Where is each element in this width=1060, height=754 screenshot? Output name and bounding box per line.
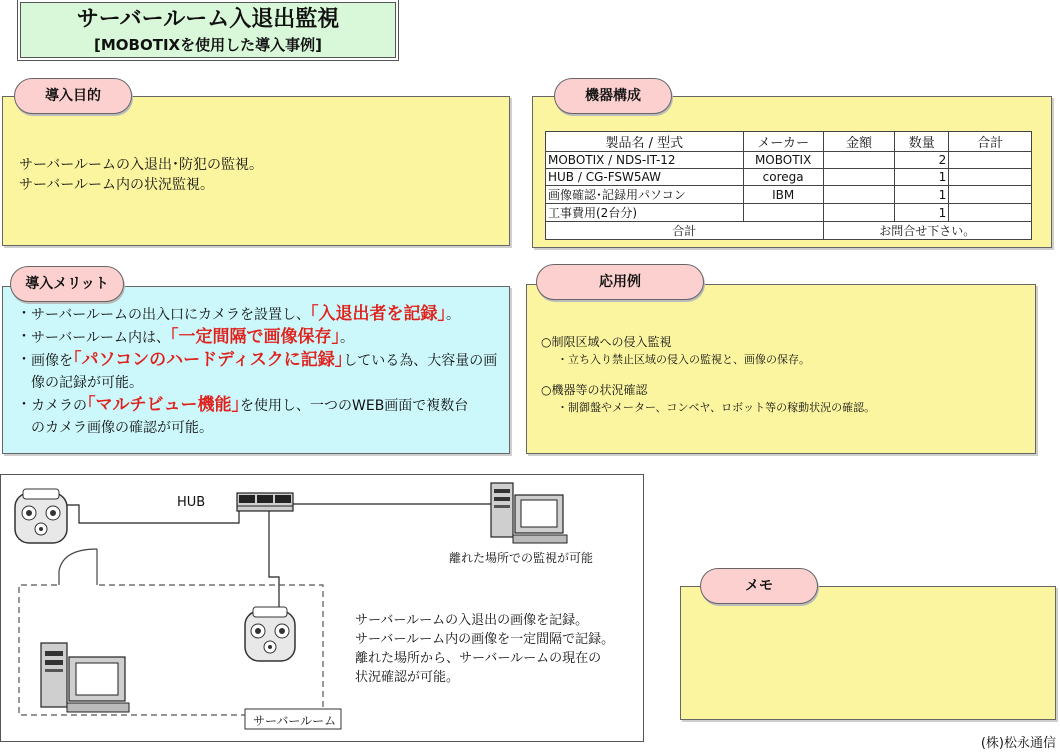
- header-cell: 合計: [949, 132, 1032, 152]
- camera-icon-room: [245, 607, 295, 661]
- bullet: ・: [17, 306, 31, 322]
- remote-monitor-label: 離れた場所での監視が可能: [449, 551, 594, 565]
- computer-icon-room: [41, 643, 129, 712]
- purpose-line: サーバールームの入退出･防犯の監視。: [19, 157, 264, 173]
- applications-panel: [526, 284, 1036, 454]
- company-name: (株)松永通信: [980, 736, 1056, 751]
- qty-cell: 2: [895, 152, 949, 169]
- memo-panel: [680, 586, 1056, 720]
- total-cell: [949, 169, 1032, 186]
- maker-cell: IBM: [743, 186, 823, 204]
- price-cell: [823, 152, 895, 169]
- merit-text: サーバールームの出入口にカメラを設置し、: [31, 307, 311, 323]
- product-cell: 工事費用(2台分): [546, 204, 744, 222]
- bullet: ・: [17, 352, 31, 368]
- table-sum-row: [546, 222, 1032, 240]
- description-line: 状況確認が可能。: [355, 670, 460, 685]
- qty-cell: 1: [895, 169, 949, 186]
- maker-cell: MOBOTIX: [743, 152, 823, 169]
- application-detail: ・立ち入り禁止区域の侵入の監視と、画像の保存。: [557, 353, 810, 366]
- network-cable: [67, 504, 497, 607]
- equipment-tab: 機器構成: [554, 78, 672, 114]
- computer-icon-remote: [491, 483, 567, 543]
- price-cell: [823, 186, 895, 204]
- qty-cell: 1: [895, 204, 949, 222]
- table-row: [546, 204, 1032, 222]
- server-room-label: サーバールーム: [253, 714, 337, 728]
- purpose-text: [19, 155, 263, 195]
- header-cell: 製品名 / 型式: [546, 132, 744, 152]
- camera-icon-entrance: [15, 489, 67, 543]
- diagram-description: [355, 611, 614, 687]
- list-item: [17, 394, 501, 439]
- bullet: ・: [17, 397, 31, 413]
- application-detail: ・制御盤やメーター、コンベヤ、ロボット等の稼動状況の確認。: [557, 401, 876, 414]
- qty-cell: 1: [895, 186, 949, 204]
- page-subtitle: [MOBOTIXを使用した導入事例]: [94, 36, 322, 54]
- price-cell: [823, 169, 895, 186]
- description-line: サーバールーム内の画像を一定間隔で記録。: [355, 632, 615, 647]
- merit-text: 画像を: [31, 353, 73, 369]
- table-row: [546, 186, 1032, 204]
- purpose-line: サーバールーム内の状況監視。: [19, 177, 215, 193]
- equipment-table: [545, 131, 1032, 240]
- merit-emphasis: ｢入退出者を記録｣: [310, 304, 447, 324]
- description-line: サーバールームの入退出の画像を記録。: [355, 613, 589, 628]
- title-box: [20, 2, 396, 58]
- header-cell: 金額: [823, 132, 895, 152]
- merit-emphasis: ｢一定間隔で画像保存｣: [170, 327, 341, 347]
- merit-text: 。: [340, 330, 355, 346]
- sum-value-cell: お問合せ下さい。: [823, 222, 1031, 240]
- maker-cell: corega: [743, 169, 823, 186]
- merit-text: している為、大容量の画像の記録が可能。: [31, 353, 498, 391]
- purpose-tab: 導入目的: [14, 78, 132, 114]
- total-cell: [949, 152, 1032, 169]
- merits-list: [17, 303, 501, 439]
- table-row: [546, 152, 1032, 169]
- merit-text: を使用し、一つのWEB画面で複数台のカメラ画像の確認が可能。: [31, 398, 469, 436]
- merit-text: サーバールーム内は、: [31, 330, 171, 346]
- memo-tab: メモ: [700, 568, 818, 604]
- list-item: [17, 349, 501, 394]
- system-diagram: [0, 474, 644, 742]
- merit-emphasis: ｢マルチビュー機能｣: [87, 395, 240, 415]
- sum-label-cell: 合計: [546, 222, 824, 240]
- list-item: [17, 326, 501, 349]
- product-cell: MOBOTIX / NDS-IT-12: [546, 152, 744, 169]
- description-line: 離れた場所から、サーバールームの現在の: [355, 651, 602, 666]
- price-cell: [823, 204, 895, 222]
- table-header-row: [546, 132, 1032, 152]
- merit-text: カメラの: [31, 398, 87, 414]
- application-heading: ○機器等の状況確認: [541, 383, 648, 397]
- header-cell: メーカー: [743, 132, 823, 152]
- merits-panel: [2, 286, 510, 454]
- header-cell: 数量: [895, 132, 949, 152]
- list-item: [17, 303, 501, 326]
- total-cell: [949, 186, 1032, 204]
- hub-icon: [237, 493, 293, 511]
- merits-tab: 導入メリット: [10, 266, 124, 302]
- applications-tab: 応用例: [536, 264, 704, 300]
- product-cell: 画像確認･記録用パソコン: [546, 186, 744, 204]
- applications-list: [541, 333, 875, 417]
- equipment-panel: [532, 96, 1052, 248]
- diagram-drawing: [1, 475, 645, 743]
- door-icon: [59, 549, 97, 585]
- merit-text: 。: [446, 307, 461, 323]
- hub-label: HUB: [177, 495, 206, 510]
- maker-cell: [743, 204, 823, 222]
- table-row: [546, 169, 1032, 186]
- bullet: ・: [17, 329, 31, 345]
- purpose-panel: [2, 96, 510, 246]
- total-cell: [949, 204, 1032, 222]
- page-title: サーバールーム入退出監視: [76, 7, 340, 32]
- application-heading: ○制限区域への侵入監視: [541, 335, 672, 349]
- product-cell: HUB / CG-FSW5AW: [546, 169, 744, 186]
- merit-emphasis: ｢パソコンのハードディスクに記録｣: [73, 350, 344, 370]
